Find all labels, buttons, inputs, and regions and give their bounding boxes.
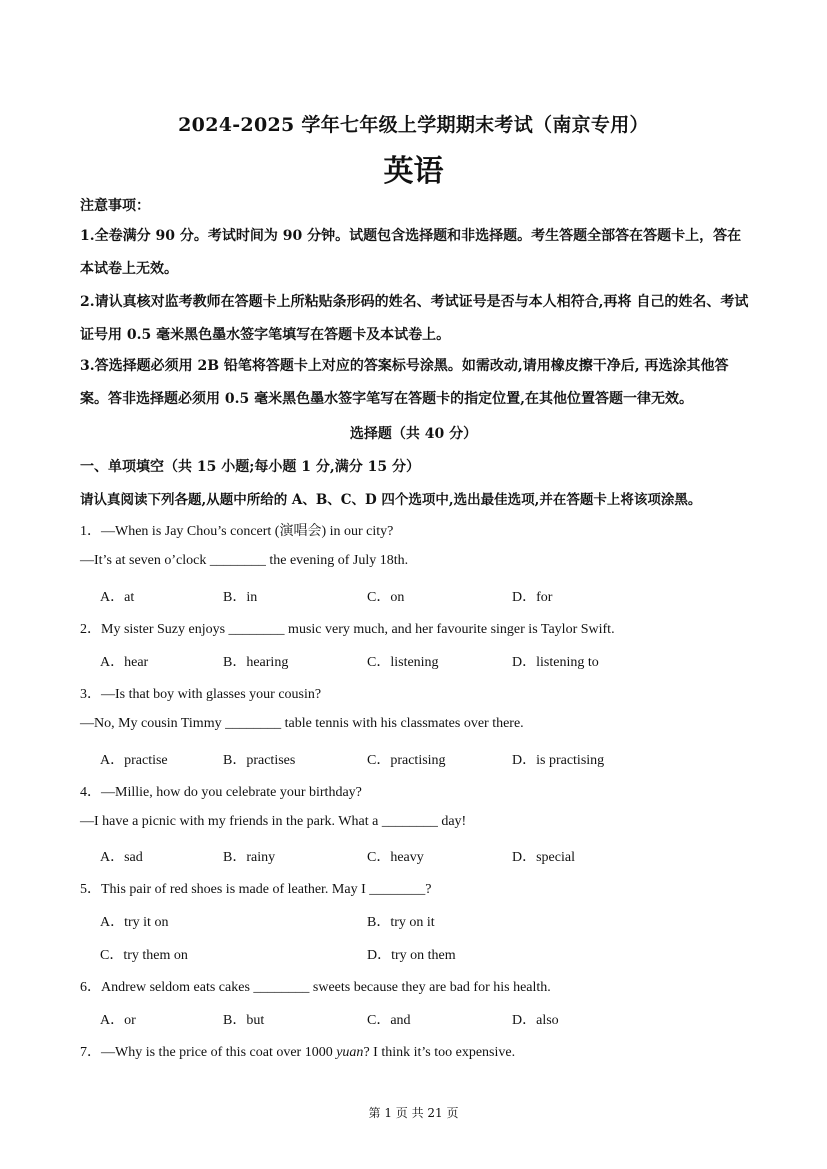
q7-text-start: 7．—Why is the price of this coat over 1000 xyxy=(80,1045,337,1060)
q2-option-d: D．listening to xyxy=(512,655,599,670)
q1-option-c: C．on xyxy=(367,590,405,605)
notice-item-1: 1.全卷满分 90 分。考试时间为 90 分钟。试题包含选择题和非选择题。考生答题全部答在答题卡上，答在本试卷上无效。 xyxy=(80,228,742,277)
q4-option-d: D．special xyxy=(512,850,575,865)
exam-title: 2024-2025 学年七年级上学期期末考试（南京专用） xyxy=(178,114,649,136)
q1-line2: —It’s at seven o’clock ________ the evening of July 18th. xyxy=(80,553,409,568)
q6-line1: 6．Andrew seldom eats cakes ________ sweets because they are bad for his health. xyxy=(80,980,551,995)
q7-text-end: ? I think it’s too expensive. xyxy=(363,1045,516,1060)
q1-option-d: D．for xyxy=(512,590,553,605)
q6-option-c: C．and xyxy=(367,1013,411,1028)
q6-option-a: A．or xyxy=(100,1013,136,1028)
q6-option-b: B．but xyxy=(223,1013,265,1028)
q5-option-d: D．try on them xyxy=(367,948,456,963)
q3-option-a: A．practise xyxy=(100,753,168,768)
q4-option-c: C．heavy xyxy=(367,850,424,865)
q2-option-c: C．listening xyxy=(367,655,439,670)
q1-option-b: B．in xyxy=(223,590,258,605)
q3-line2: —No, My cousin Timmy ________ table tennis with his classmates over there. xyxy=(80,716,524,731)
q5-option-b: B．try on it xyxy=(367,915,435,930)
q4-option-b: B．rainy xyxy=(223,850,276,865)
q3-option-d: D．is practising xyxy=(512,753,605,768)
part-heading: 一、单项填空（共 15 小题;每小题 1 分,满分 15 分） xyxy=(80,459,420,475)
q3-option-b: B．practises xyxy=(223,753,296,768)
q4-line2: —I have a picnic with my friends in the park. What a ________ day! xyxy=(80,814,467,829)
q4-option-a: A．sad xyxy=(100,850,143,865)
q5-option-c: C．try them on xyxy=(100,948,188,963)
notice-heading: 注意事项： xyxy=(80,198,150,214)
q4-line1: 4．—Millie, how do you celebrate your birthday? xyxy=(80,785,362,800)
q2-line1: 2．My sister Suzy enjoys ________ music very much, and her favourite singer is Taylor Swift. xyxy=(80,622,615,637)
notice-item-3: 3.答选择题必须用 2B 铅笔将答题卡上对应的答案标号涂黑。如需改动,请用橡皮擦干净后, 再选涂其他答案。答非选择题必须用 0.5 毫米黑色墨水签字笔写在答题卡的指定位置,在其他位置答题一律无效。 xyxy=(80,358,729,407)
subject-title: 英语 xyxy=(383,154,444,189)
q5-option-a: A．try it on xyxy=(100,915,169,930)
q7-currency: yuan xyxy=(336,1045,364,1060)
q3-option-c: C．practising xyxy=(367,753,446,768)
q7-line1 xyxy=(80,1041,515,1061)
page-footer: 第 1 页 共 21 页 xyxy=(368,1106,459,1120)
q2-option-b: B．hearing xyxy=(223,655,289,670)
q5-line1: 5．This pair of red shoes is made of leather. May I ________? xyxy=(80,882,432,897)
q6-option-d: D．also xyxy=(512,1013,559,1028)
section-title: 选择题（共 40 分） xyxy=(349,426,478,442)
q3-line1: 3．—Is that boy with glasses your cousin? xyxy=(80,687,322,702)
instruction: 请认真阅读下列各题,从题中所给的 A、B、C、D 四个选项中,选出最佳选项,并在答题卡上将该项涂黑。 xyxy=(80,492,702,508)
q1-option-a: A．at xyxy=(100,590,135,605)
q2-option-a: A．hear xyxy=(100,655,149,670)
notice-item-2: 2.请认真核对监考教师在答题卡上所粘贴条形码的姓名、考试证号是否与本人相符合,再将 自己的姓名、考试证号用 0.5 毫米黑色墨水签字笔填写在答题卡及本试卷上。 xyxy=(80,294,749,343)
q1-line1: 1．—When is Jay Chou’s concert (演唱会) in our city? xyxy=(80,524,394,539)
